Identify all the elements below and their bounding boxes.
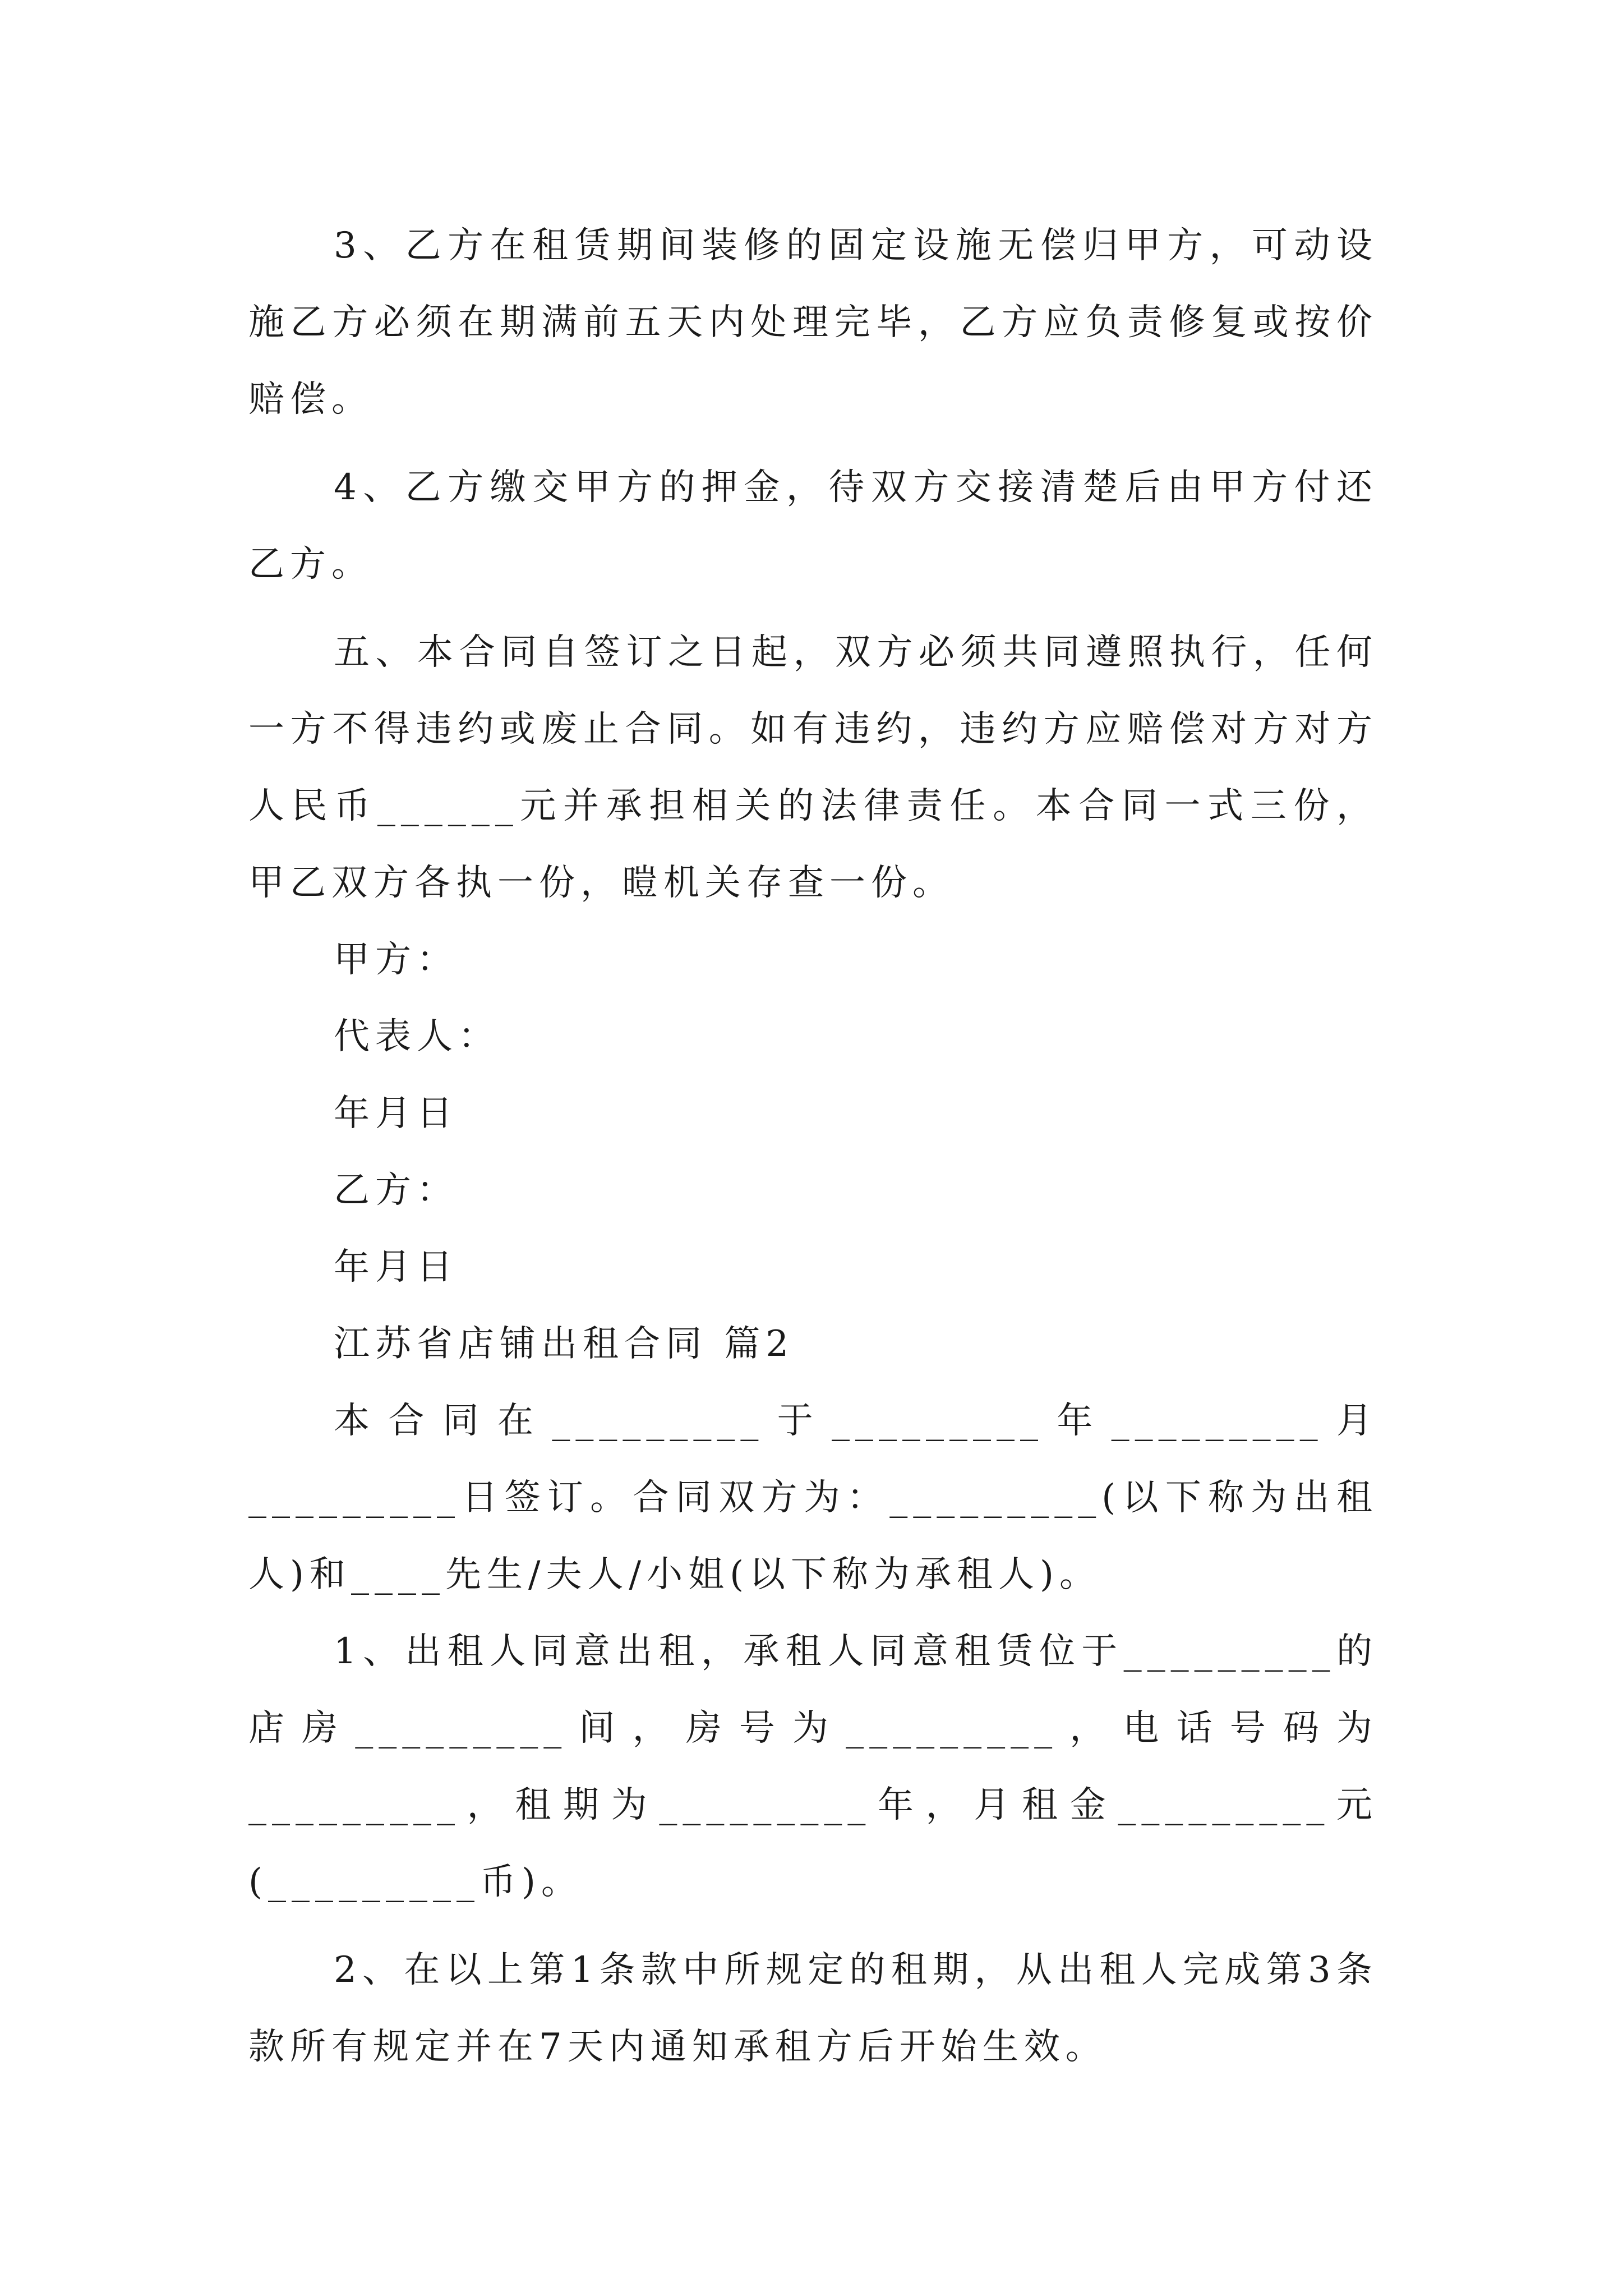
clause-3-paragraph: 3、乙方在租赁期间装修的固定设施无偿归甲方，可动设施乙方必须在期满前五天内处理完毕，乙方应负责修复或按价赔偿。	[248, 225, 1378, 420]
clause-five-paragraph: 五、本合同自签订之日起，双方必须共同遵照执行，任何一方不得违约或废止合同。如有违约，违约方应赔偿对方对方人民币______元并承担相关的法律责任。本合同一式三份，甲乙双方各执一份，暟机关存查一份。	[248, 632, 1378, 904]
section-title: 江苏省店铺出租合同 篇2	[334, 1323, 795, 1365]
clause-2-paragraph: 2、在以上第1条款中所规定的租期，从出租人完成第3条款所有规定并在7天内通知承租方后开始生效。	[248, 1949, 1378, 2068]
signature-date-b: 年月日	[334, 1246, 458, 1288]
clause-1-paragraph: 1、出租人同意出租，承租人同意租赁位于_________的店房_________间，房号为_________，电话号码为_________，租期为_________年，月租金_________元(_________币)。	[248, 1631, 1378, 1903]
signature-party-a: 甲方：	[334, 939, 458, 981]
clause-4-paragraph: 4、乙方缴交甲方的押金，待双方交接清楚后由甲方付还乙方。	[248, 467, 1378, 585]
signature-party-b: 乙方：	[334, 1170, 458, 1211]
document-body	[248, 208, 1378, 2086]
signature-date-a: 年月日	[334, 1093, 458, 1134]
signature-representative: 代表人：	[334, 1016, 500, 1057]
contract-intro-paragraph: 本合同在_________于_________年_________月_________日签订。合同双方为：_________(以下称为出租人)和____先生/夫人/小姐(以下称为承租人)。	[248, 1400, 1378, 1595]
